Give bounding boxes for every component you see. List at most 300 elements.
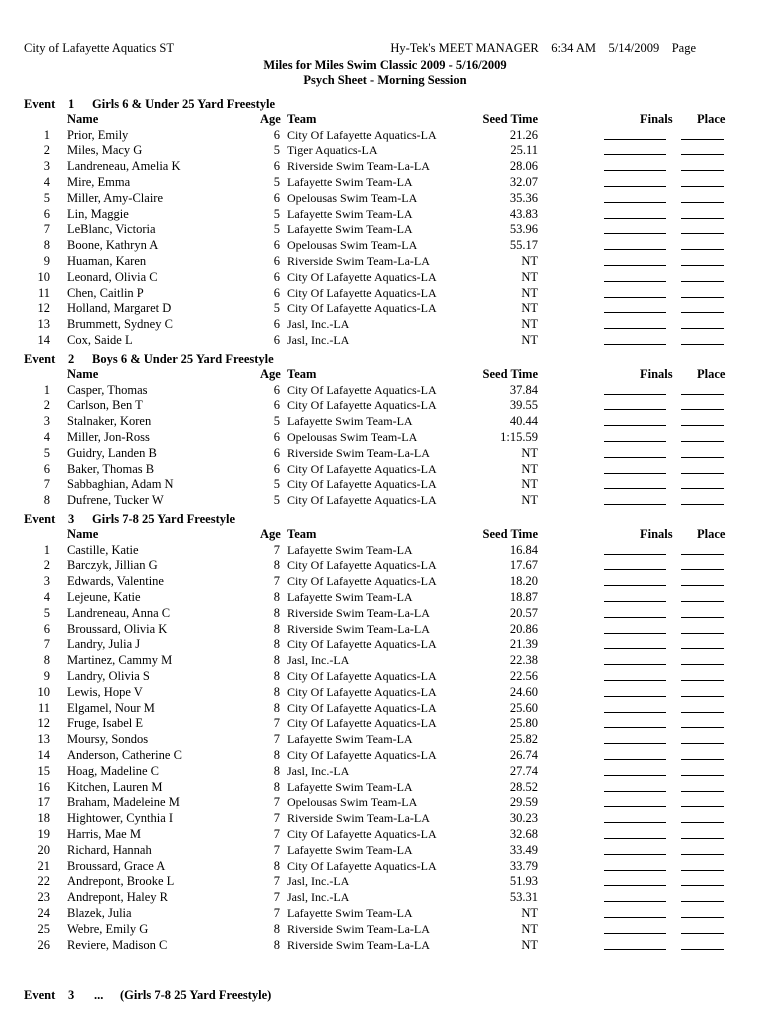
swimmer-team: City Of Lafayette Aquatics-LA	[287, 826, 437, 841]
table-row	[0, 558, 770, 574]
swimmer-age: 8	[273, 621, 280, 636]
finals-blank	[604, 317, 666, 329]
swimmer-team: Jasl, Inc.-LA	[287, 317, 350, 332]
swimmer-name: Carlson, Ben T	[67, 398, 143, 413]
col-place: Place	[697, 367, 726, 381]
swimmer-name: Miller, Jon-Ross	[67, 429, 150, 444]
seed-rank: 16	[37, 779, 50, 794]
seed-time: 32.68	[509, 826, 538, 841]
swimmer-team: Opelousas Swim Team-LA	[287, 238, 418, 253]
finals-blank	[604, 827, 666, 839]
place-blank	[681, 906, 724, 918]
seed-rank: 25	[37, 921, 50, 936]
swimmer-age: 8	[273, 858, 280, 873]
seed-rank: 6	[43, 461, 50, 476]
finals-blank	[604, 574, 666, 586]
swimmer-age: 6	[273, 269, 280, 284]
seed-rank: 4	[43, 429, 50, 444]
col-name: Name	[67, 367, 99, 381]
seed-rank: 1	[43, 127, 50, 142]
swimmer-team: Lafayette Swim Team-LA	[287, 779, 413, 794]
finals-blank	[604, 254, 666, 266]
place-blank	[681, 558, 724, 570]
swimmer-team: City Of Lafayette Aquatics-LA	[287, 301, 437, 316]
finals-blank	[604, 843, 666, 855]
seed-time: 18.87	[509, 589, 538, 604]
place-blank	[681, 874, 724, 886]
swimmer-team: City Of Lafayette Aquatics-LA	[287, 382, 437, 397]
table-row	[0, 446, 770, 462]
place-blank	[681, 590, 724, 602]
place-blank	[681, 493, 724, 505]
place-blank	[681, 622, 724, 634]
table-row	[0, 716, 770, 732]
col-team: Team	[287, 527, 317, 541]
swimmer-name: Anderson, Catherine C	[67, 747, 182, 762]
place-blank	[681, 685, 724, 697]
finals-blank	[604, 748, 666, 760]
seed-time: 30.23	[509, 811, 538, 826]
swimmer-team: City Of Lafayette Aquatics-LA	[287, 716, 437, 731]
swimmer-age: 6	[273, 253, 280, 268]
seed-rank: 3	[43, 414, 50, 429]
finals-blank	[604, 286, 666, 298]
finals-blank	[604, 543, 666, 555]
seed-time: 33.79	[509, 858, 538, 873]
seed-rank: 8	[43, 238, 50, 253]
swimmer-team: Lafayette Swim Team-LA	[287, 905, 413, 920]
seed-rank: 1	[43, 382, 50, 397]
seed-rank: 21	[37, 858, 50, 873]
swimmer-team: Riverside Swim Team-La-LA	[287, 605, 430, 620]
place-blank	[681, 175, 724, 187]
swimmer-team: Riverside Swim Team-La-LA	[287, 621, 430, 636]
finals-blank	[604, 606, 666, 618]
swimmer-age: 6	[273, 159, 280, 174]
seed-time: 25.82	[509, 732, 538, 747]
finals-blank	[604, 175, 666, 187]
place-blank	[681, 543, 724, 555]
column-headers	[0, 527, 770, 543]
finals-blank	[604, 222, 666, 234]
place-blank	[681, 780, 724, 792]
seed-rank: 5	[43, 605, 50, 620]
swimmer-name: Hightower, Cynthia I	[67, 811, 174, 826]
table-row	[0, 333, 770, 349]
swimmer-name: LeBlanc, Victoria	[67, 222, 156, 237]
seed-rank: 12	[37, 301, 50, 316]
swimmer-name: Cox, Saide L	[67, 332, 133, 347]
swimmer-name: Braham, Madeleine M	[67, 795, 180, 810]
table-row	[0, 827, 770, 843]
seed-rank: 17	[37, 795, 50, 810]
seed-time: 29.59	[509, 795, 538, 810]
table-row	[0, 191, 770, 207]
table-row	[0, 383, 770, 399]
column-headers	[0, 367, 770, 383]
seed-time: 28.06	[509, 159, 538, 174]
swimmer-name: Guidry, Landen B	[67, 445, 157, 460]
seed-time: 33.49	[509, 842, 538, 857]
swimmer-age: 8	[273, 558, 280, 573]
seed-rank: 9	[43, 253, 50, 268]
seed-rank: 23	[37, 890, 50, 905]
finals-blank	[604, 477, 666, 489]
table-row	[0, 764, 770, 780]
swimmer-age: 7	[273, 874, 280, 889]
session-title: Psych Sheet - Morning Session	[303, 73, 467, 87]
swimmer-name: Mire, Emma	[67, 174, 131, 189]
swimmer-name: Prior, Emily	[67, 127, 129, 142]
seed-time: 22.38	[509, 653, 538, 668]
seed-rank: 8	[43, 493, 50, 508]
swimmer-name: Blazek, Julia	[67, 905, 132, 920]
swimmer-age: 6	[273, 190, 280, 205]
col-team: Team	[287, 367, 317, 381]
seed-time: 26.74	[509, 747, 538, 762]
finals-blank	[604, 938, 666, 950]
swimmer-team: Riverside Swim Team-La-LA	[287, 937, 430, 952]
place-blank	[681, 890, 724, 902]
swimmer-name: Chen, Caitlin P	[67, 285, 144, 300]
seed-time: 22.56	[509, 668, 538, 683]
seed-time: NT	[521, 445, 538, 460]
swimmer-age: 8	[273, 763, 280, 778]
swimmer-team: Jasl, Inc.-LA	[287, 763, 350, 778]
table-row	[0, 653, 770, 669]
seed-time: NT	[521, 301, 538, 316]
table-row	[0, 207, 770, 223]
swimmer-name: Lewis, Hope V	[67, 684, 143, 699]
table-row	[0, 685, 770, 701]
swimmer-team: City Of Lafayette Aquatics-LA	[287, 285, 437, 300]
place-blank	[681, 843, 724, 855]
swimmer-team: City Of Lafayette Aquatics-LA	[287, 668, 437, 683]
place-blank	[681, 317, 724, 329]
seed-time: NT	[521, 937, 538, 952]
col-finals: Finals	[640, 527, 673, 541]
finals-blank	[604, 207, 666, 219]
swimmer-age: 6	[273, 238, 280, 253]
swimmer-name: Miller, Amy-Claire	[67, 190, 164, 205]
seed-rank: 4	[43, 589, 50, 604]
seed-time: NT	[521, 285, 538, 300]
swimmer-team: Jasl, Inc.-LA	[287, 890, 350, 905]
finals-blank	[604, 430, 666, 442]
col-team: Team	[287, 112, 317, 126]
swimmer-team: Riverside Swim Team-La-LA	[287, 253, 430, 268]
table-row	[0, 906, 770, 922]
swimmer-age: 7	[273, 574, 280, 589]
swimmer-name: Martinez, Cammy M	[67, 653, 173, 668]
table-row	[0, 843, 770, 859]
place-blank	[681, 446, 724, 458]
swimmer-team: Lafayette Swim Team-LA	[287, 732, 413, 747]
finals-blank	[604, 653, 666, 665]
swimmer-age: 6	[273, 398, 280, 413]
swimmer-team: City Of Lafayette Aquatics-LA	[287, 574, 437, 589]
swimmer-name: Lejeune, Katie	[67, 589, 141, 604]
seed-time: NT	[521, 477, 538, 492]
table-row	[0, 701, 770, 717]
place-blank	[681, 143, 724, 155]
place-blank	[681, 827, 724, 839]
seed-time: 25.11	[510, 143, 538, 158]
swimmer-name: Barczyk, Jillian G	[67, 558, 158, 573]
swimmer-name: Hoag, Madeline C	[67, 763, 159, 778]
swimmer-team: Opelousas Swim Team-LA	[287, 429, 418, 444]
seed-rank: 10	[37, 684, 50, 699]
swimmer-age: 5	[273, 477, 280, 492]
seed-rank: 2	[43, 398, 50, 413]
seed-rank: 8	[43, 653, 50, 668]
table-row	[0, 493, 770, 509]
seed-rank: 9	[43, 668, 50, 683]
swimmer-age: 7	[273, 811, 280, 826]
swimmer-team: City Of Lafayette Aquatics-LA	[287, 637, 437, 652]
seed-rank: 11	[37, 700, 50, 715]
swimmer-team: City Of Lafayette Aquatics-LA	[287, 558, 437, 573]
table-row	[0, 874, 770, 890]
seed-rank: 6	[43, 206, 50, 221]
finals-blank	[604, 874, 666, 886]
seed-rank: 3	[43, 574, 50, 589]
table-row	[0, 748, 770, 764]
table-row	[0, 462, 770, 478]
seed-time: 28.52	[509, 779, 538, 794]
swimmer-age: 6	[273, 317, 280, 332]
seed-time: 20.86	[509, 621, 538, 636]
seed-rank: 14	[37, 332, 50, 347]
swimmer-age: 6	[273, 429, 280, 444]
swimmer-age: 5	[273, 206, 280, 221]
swimmer-age: 7	[273, 732, 280, 747]
finals-blank	[604, 906, 666, 918]
place-blank	[681, 922, 724, 934]
seed-rank: 10	[37, 269, 50, 284]
place-blank	[681, 653, 724, 665]
place-blank	[681, 207, 724, 219]
seed-time: 55.17	[509, 238, 538, 253]
finals-blank	[604, 732, 666, 744]
seed-time: NT	[521, 253, 538, 268]
place-blank	[681, 414, 724, 426]
swimmer-age: 6	[273, 461, 280, 476]
seed-time: 40.44	[509, 414, 538, 429]
seed-time: 21.39	[509, 637, 538, 652]
swimmer-age: 5	[273, 493, 280, 508]
swimmer-age: 5	[273, 174, 280, 189]
finals-blank	[604, 716, 666, 728]
swimmer-age: 8	[273, 779, 280, 794]
swimmer-age: 6	[273, 127, 280, 142]
place-blank	[681, 606, 724, 618]
place-blank	[681, 764, 724, 776]
footer-continuation: Event 3 ... (Girls 7-8 25 Yard Freestyle)	[24, 988, 272, 1002]
swimmer-age: 7	[273, 842, 280, 857]
seed-time: NT	[521, 317, 538, 332]
seed-rank: 18	[37, 811, 50, 826]
swimmer-age: 5	[273, 301, 280, 316]
swimmer-team: City Of Lafayette Aquatics-LA	[287, 461, 437, 476]
place-blank	[681, 462, 724, 474]
finals-blank	[604, 558, 666, 570]
table-row	[0, 477, 770, 493]
swimmer-team: Lafayette Swim Team-LA	[287, 542, 413, 557]
finals-blank	[604, 890, 666, 902]
table-row	[0, 669, 770, 685]
swimmer-age: 8	[273, 747, 280, 762]
place-blank	[681, 159, 724, 171]
finals-blank	[604, 270, 666, 282]
swimmer-team: Lafayette Swim Team-LA	[287, 589, 413, 604]
col-age: Age	[260, 367, 281, 381]
seed-time: 25.80	[509, 716, 538, 731]
column-headers	[0, 112, 770, 128]
table-row	[0, 890, 770, 906]
table-row	[0, 128, 770, 144]
finals-blank	[604, 590, 666, 602]
seed-rank: 1	[43, 542, 50, 557]
finals-blank	[604, 143, 666, 155]
table-row	[0, 543, 770, 559]
seed-rank: 6	[43, 621, 50, 636]
seed-rank: 12	[37, 716, 50, 731]
seed-time: 37.84	[509, 382, 538, 397]
swimmer-team: City Of Lafayette Aquatics-LA	[287, 747, 437, 762]
swimmer-team: Opelousas Swim Team-LA	[287, 190, 418, 205]
table-row	[0, 780, 770, 796]
swimmer-name: Elgamel, Nour M	[67, 700, 155, 715]
swimmer-name: Casper, Thomas	[67, 382, 148, 397]
swimmer-name: Landry, Olivia S	[67, 668, 150, 683]
col-name: Name	[67, 527, 99, 541]
seed-time: 51.93	[509, 874, 538, 889]
place-blank	[681, 701, 724, 713]
swimmer-age: 7	[273, 890, 280, 905]
table-row	[0, 606, 770, 622]
place-blank	[681, 128, 724, 140]
place-blank	[681, 637, 724, 649]
finals-blank	[604, 446, 666, 458]
table-row	[0, 732, 770, 748]
swimmer-name: Dufrene, Tucker W	[67, 493, 164, 508]
seed-time: 20.57	[509, 605, 538, 620]
seed-time: 53.31	[509, 890, 538, 905]
table-row	[0, 922, 770, 938]
meet-title: Miles for Miles Swim Classic 2009 - 5/16/2009	[263, 58, 507, 72]
swimmer-team: City Of Lafayette Aquatics-LA	[287, 700, 437, 715]
seed-rank: 20	[37, 842, 50, 857]
finals-blank	[604, 159, 666, 171]
place-blank	[681, 238, 724, 250]
seed-time: NT	[521, 461, 538, 476]
place-blank	[681, 811, 724, 823]
table-row	[0, 622, 770, 638]
place-blank	[681, 383, 724, 395]
seed-rank: 7	[43, 477, 50, 492]
place-blank	[681, 430, 724, 442]
seed-time: 21.26	[509, 127, 538, 142]
swimmer-name: Landreneau, Anna C	[67, 605, 171, 620]
swimmer-name: Webre, Emily G	[67, 921, 149, 936]
table-row	[0, 938, 770, 954]
seed-time: NT	[521, 269, 538, 284]
seed-time: NT	[521, 905, 538, 920]
swimmer-name: Leonard, Olivia C	[67, 269, 158, 284]
event-title: Event 3 Girls 7-8 25 Yard Freestyle	[24, 512, 236, 526]
seed-rank: 13	[37, 732, 50, 747]
swimmer-team: Riverside Swim Team-La-LA	[287, 159, 430, 174]
swimmer-team: Jasl, Inc.-LA	[287, 332, 350, 347]
place-blank	[681, 333, 724, 345]
table-row	[0, 574, 770, 590]
event-title: Event 2 Boys 6 & Under 25 Yard Freestyle	[24, 352, 274, 366]
table-row	[0, 238, 770, 254]
place-blank	[681, 270, 724, 282]
swimmer-age: 7	[273, 826, 280, 841]
seed-rank: 26	[37, 937, 50, 952]
swimmer-team: Jasl, Inc.-LA	[287, 653, 350, 668]
swimmer-age: 8	[273, 921, 280, 936]
seed-rank: 5	[43, 445, 50, 460]
swimmer-team: City Of Lafayette Aquatics-LA	[287, 477, 437, 492]
table-row	[0, 795, 770, 811]
finals-blank	[604, 238, 666, 250]
swimmer-age: 5	[273, 222, 280, 237]
place-blank	[681, 301, 724, 313]
swimmer-name: Broussard, Olivia K	[67, 621, 168, 636]
swimmer-name: Huaman, Karen	[67, 253, 147, 268]
table-row	[0, 637, 770, 653]
seed-rank: 22	[37, 874, 50, 889]
swimmer-team: City Of Lafayette Aquatics-LA	[287, 269, 437, 284]
seed-time: 16.84	[509, 542, 538, 557]
swimmer-team: Riverside Swim Team-La-LA	[287, 921, 430, 936]
swimmer-age: 8	[273, 637, 280, 652]
seed-rank: 13	[37, 317, 50, 332]
col-seed: Seed Time	[482, 367, 538, 381]
place-blank	[681, 398, 724, 410]
swimmer-name: Brummett, Sydney C	[67, 317, 173, 332]
place-blank	[681, 191, 724, 203]
seed-time: 18.20	[509, 574, 538, 589]
col-age: Age	[260, 527, 281, 541]
seed-time: NT	[521, 921, 538, 936]
finals-blank	[604, 795, 666, 807]
swimmer-name: Castille, Katie	[67, 542, 139, 557]
table-row	[0, 159, 770, 175]
swimmer-name: Reviere, Madison C	[67, 937, 168, 952]
swimmer-team: City Of Lafayette Aquatics-LA	[287, 684, 437, 699]
swimmer-name: Miles, Macy G	[67, 143, 143, 158]
seed-time: 1:15.59	[500, 429, 538, 444]
swimmer-name: Lin, Maggie	[67, 206, 129, 221]
swimmer-age: 7	[273, 905, 280, 920]
swimmer-age: 8	[273, 700, 280, 715]
place-blank	[681, 795, 724, 807]
swimmer-age: 5	[273, 143, 280, 158]
header-left: City of Lafayette Aquatics ST	[24, 41, 174, 55]
finals-blank	[604, 333, 666, 345]
swimmer-name: Andrepont, Haley R	[67, 890, 169, 905]
swimmer-age: 6	[273, 445, 280, 460]
swimmer-age: 8	[273, 605, 280, 620]
swimmer-age: 8	[273, 668, 280, 683]
seed-rank: 7	[43, 637, 50, 652]
seed-rank: 5	[43, 190, 50, 205]
swimmer-age: 8	[273, 937, 280, 952]
